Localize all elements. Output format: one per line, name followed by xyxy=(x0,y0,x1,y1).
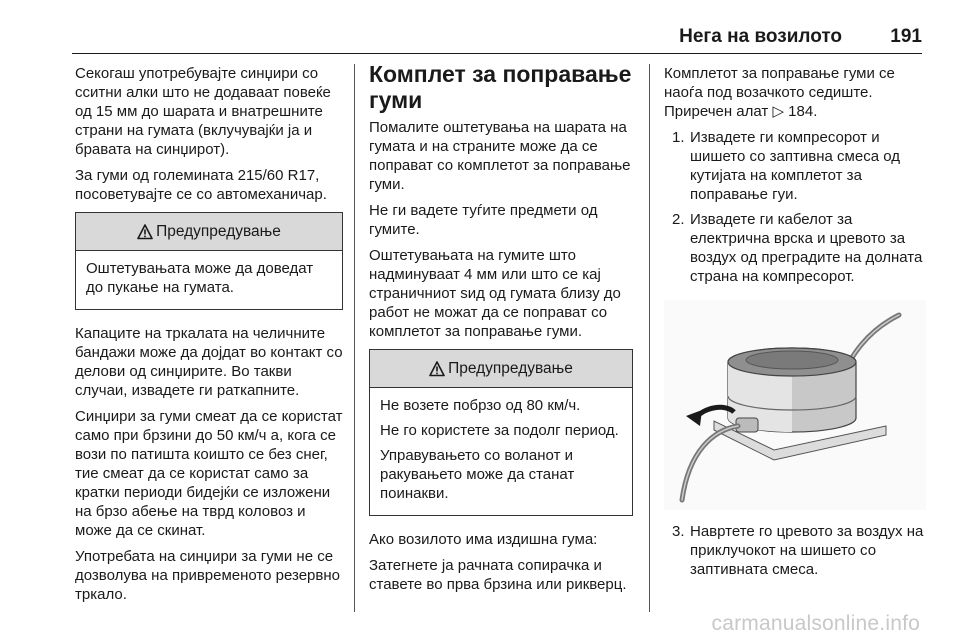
warning-body xyxy=(370,388,632,515)
paragraph: Помалите оштетувања на шарата на гумата и на страните може да се поправат со комплетот за поправање гуми. xyxy=(369,119,631,193)
column-3 xyxy=(664,64,926,585)
list-item xyxy=(664,128,926,204)
page-number: 191 xyxy=(890,26,922,47)
step-number: 3. xyxy=(672,523,685,540)
warning-box xyxy=(75,212,343,310)
page-reference[interactable]: 184. xyxy=(788,103,818,120)
page-reference-icon[interactable]: ▷ xyxy=(772,103,784,120)
paragraph: Капаците на тркалата на челичните бандажи може да дојдат во контакт со делови од синџирите. Во такви случаи, извадете ги раткапните. xyxy=(75,325,343,399)
warning-text: Управувањето со воланот и ракувањето може да станат поинакви. xyxy=(380,447,575,502)
warning-text: Не возете побрзо од 80 км/ч. xyxy=(380,397,581,414)
warning-title: Предупредување xyxy=(448,360,573,377)
warning-body xyxy=(76,251,342,309)
watermark: carmanualsonline.info xyxy=(711,612,920,635)
section-heading: Комплет за поправање гуми xyxy=(369,61,632,113)
warning-header xyxy=(370,350,632,388)
paragraph-text: Комплетот за поправање гуми се наоѓа под возачкото седиште. Приречен алат xyxy=(664,65,895,120)
paragraph: Не ги вадете туѓите предмети од гумите. xyxy=(369,202,598,238)
header-rule xyxy=(72,53,922,54)
warning-title: Предупредување xyxy=(156,223,281,240)
warning-box xyxy=(369,349,633,516)
warning-text: Не го користете за подолг период. xyxy=(380,422,619,439)
paragraph: За гуми од големината 215/60 R17, посоветувајте се со автомеханичар. xyxy=(75,167,327,203)
steps-list xyxy=(664,522,926,579)
steps-list xyxy=(664,128,926,286)
step-text: Извадете ги кабелот за електрична врска и цревото за воздух од преградите на долната страна на компресорот. xyxy=(690,211,923,285)
list-item xyxy=(664,522,926,579)
warning-text: Оштетувањата може да доведат до пукање на гумата. xyxy=(86,260,314,296)
paragraph: Употребата на синџири за гуми не се дозволува на привременото резервно тркало. xyxy=(75,548,340,603)
paragraph xyxy=(664,64,926,121)
warning-header xyxy=(76,213,342,251)
paragraph: Оштетувањата на гумите што надминуваат 4 мм или што се кај страничниот ѕид од гумата близу до работ не можат да се поправат со комплетот за поправање гуми. xyxy=(369,247,621,340)
column-divider xyxy=(354,64,355,612)
warning-triangle-icon xyxy=(137,224,153,240)
warning-triangle-icon xyxy=(429,361,445,377)
paragraph: Ако возилото има издишна гума: xyxy=(369,531,598,548)
step-number: 1. xyxy=(672,129,685,146)
paragraph: Синџири за гуми смеат да се користат само при брзини до 50 км/ч а, кога се вози по патишта коишто се без снег, тие смеат да се користат само за кратки периоди бидејќи се изложени на брзо абење на тврд коловоз и може да се скинат. xyxy=(75,408,343,539)
list-item xyxy=(664,210,926,286)
step-text: Извадете ги компресорот и шишето со заптивна смеса од кутијата на комплетот за поправање гуи. xyxy=(690,129,900,203)
column-1 xyxy=(75,64,343,611)
page-header xyxy=(0,26,960,54)
compressor-illustration xyxy=(664,300,926,510)
paragraph: Секогаш употребувајте синџири со сситни алки што не додаваат повеќе од 15 мм до шарата и внатрешните страни на гумата (вклучувајќи ја и бравата на синџирот). xyxy=(75,65,331,158)
compressor-hose-icon xyxy=(664,300,926,510)
step-text: Навртете го цревото за воздух на приклучокот на шишето со заптивната смеса. xyxy=(690,523,924,578)
column-divider xyxy=(649,64,650,612)
step-number: 2. xyxy=(672,211,685,228)
header-title: Нега на возилото xyxy=(679,26,842,47)
column-2 xyxy=(369,61,633,601)
paragraph: Затегнете ја рачната сопирачка и ставете во прва брзина или рикверц. xyxy=(369,557,627,593)
